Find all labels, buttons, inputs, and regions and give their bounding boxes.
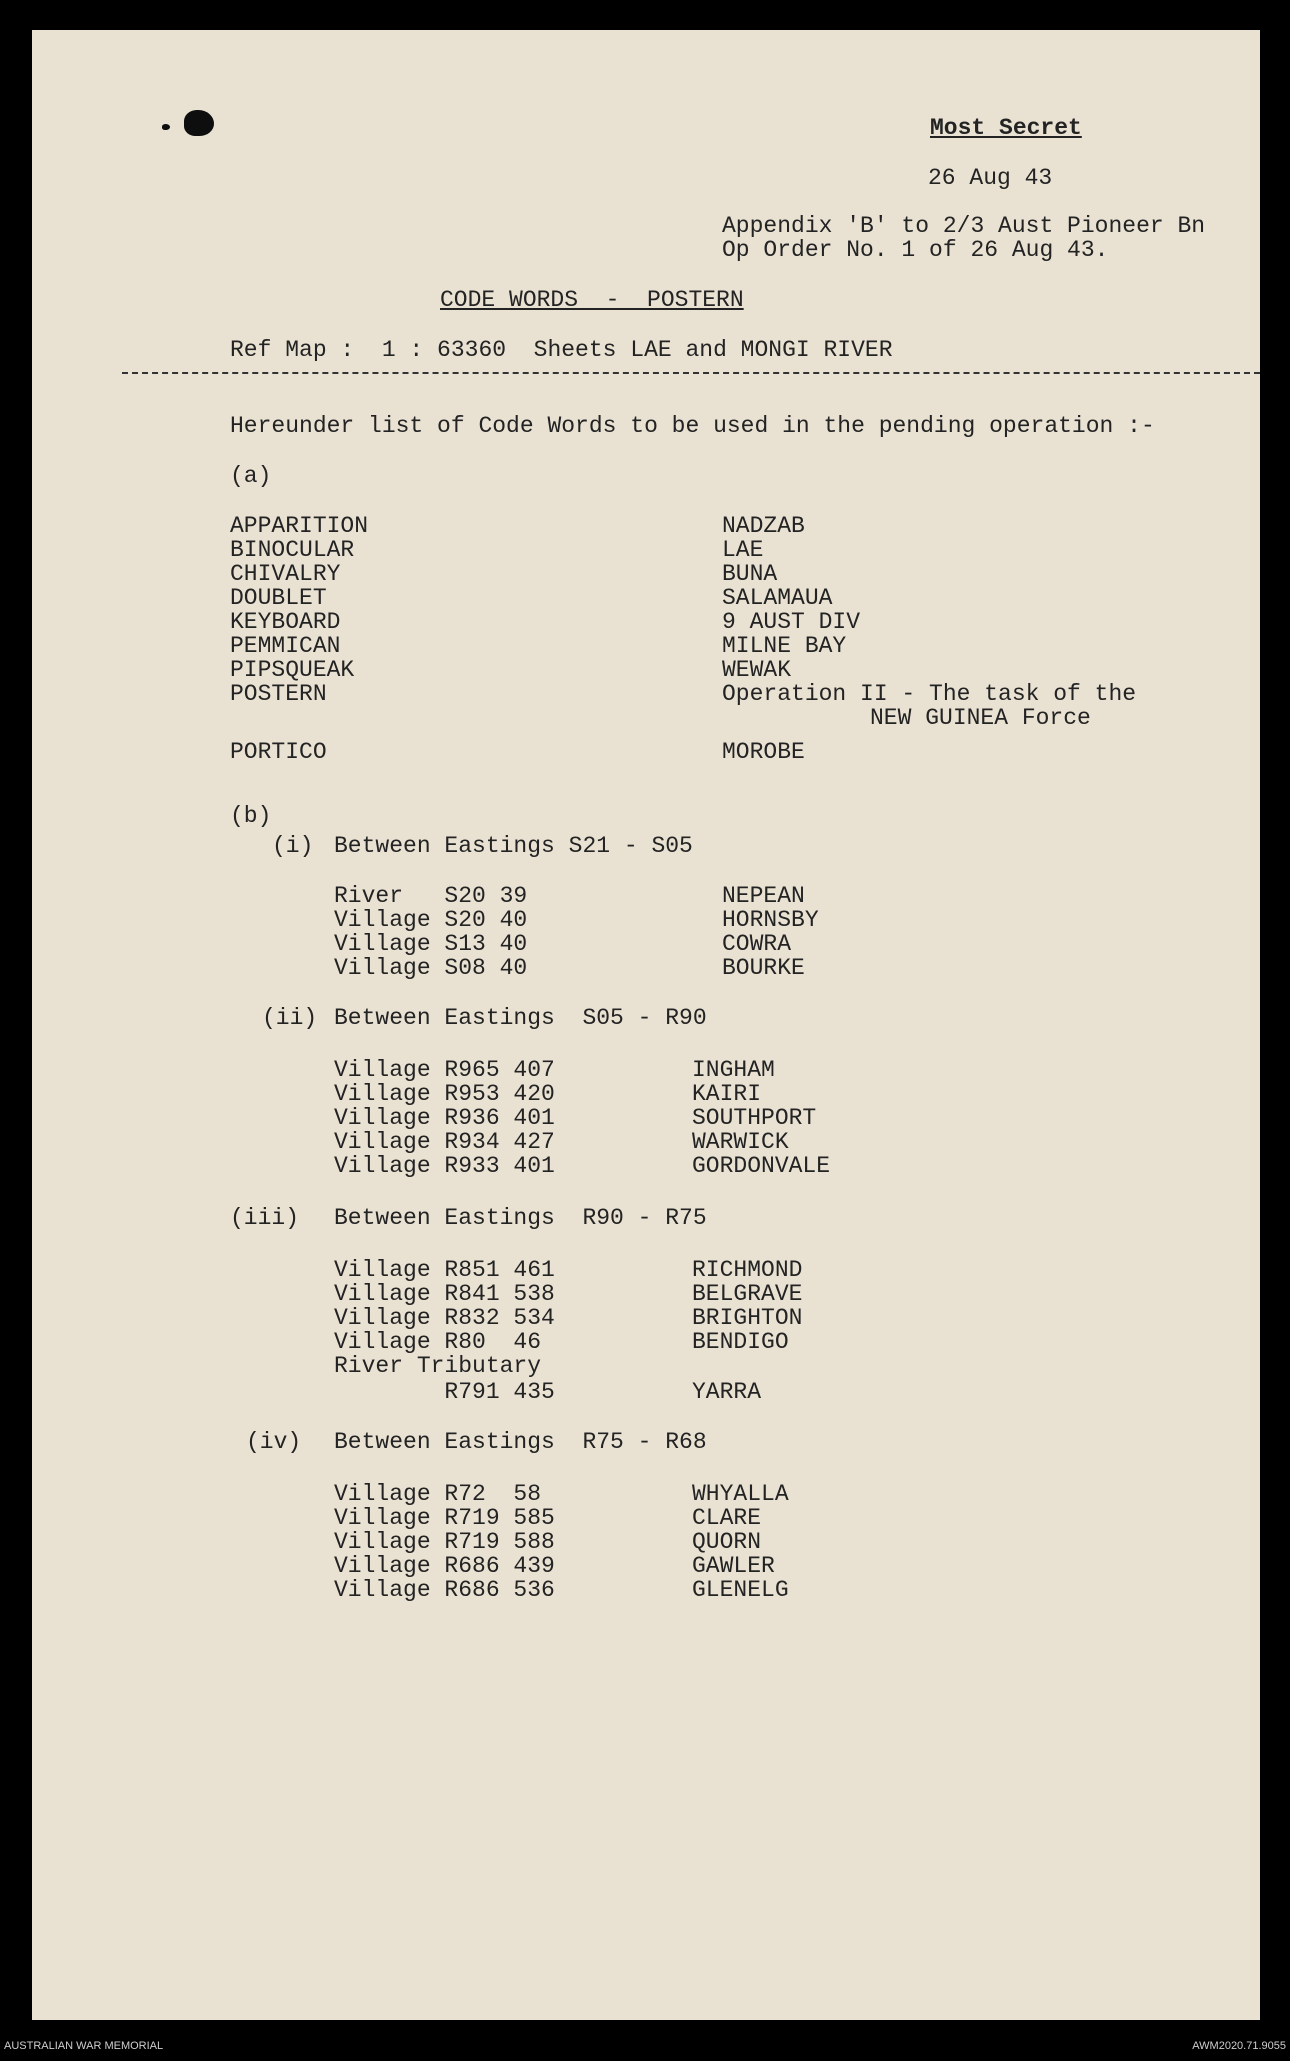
grid-location: Village R832 534 <box>334 1305 555 1331</box>
grid-location: Village R936 401 <box>334 1105 555 1131</box>
grid-location: River Tributary <box>334 1353 542 1379</box>
code-meaning: MOROBE <box>722 739 805 765</box>
grid-location: Village R719 588 <box>334 1529 555 1555</box>
document-date: 26 Aug 43 <box>928 165 1053 191</box>
grid-location: Village S20 40 <box>334 907 528 933</box>
appendix-line-1: Appendix 'B' to 2/3 Aust Pioneer Bn <box>722 213 1206 239</box>
group-heading: Between Eastings S05 - R90 <box>334 1005 707 1031</box>
grid-location: R791 435 <box>334 1379 555 1405</box>
location-code: GAWLER <box>692 1553 775 1579</box>
dashed-divider <box>122 372 1260 374</box>
location-code: BOURKE <box>722 955 805 981</box>
appendix-line-2: Op Order No. 1 of 26 Aug 43. <box>722 237 1109 263</box>
grid-location: Village R686 439 <box>334 1553 555 1579</box>
code-word: PEMMICAN <box>230 633 341 659</box>
grid-location: Village S08 40 <box>334 955 528 981</box>
code-meaning: Operation II - The task of the <box>722 681 1137 707</box>
grid-location: Village R80 46 <box>334 1329 542 1355</box>
section-a-label: (a) <box>230 463 272 489</box>
code-meaning: NADZAB <box>722 513 805 539</box>
group-heading: Between Eastings S21 - S05 <box>334 833 693 859</box>
group-label: (iii) <box>230 1205 300 1231</box>
code-meaning: BUNA <box>722 561 778 587</box>
grid-location: Village R933 401 <box>334 1153 555 1179</box>
grid-location: Village R934 427 <box>334 1129 555 1155</box>
location-code: GORDONVALE <box>692 1153 831 1179</box>
grid-location: Village S13 40 <box>334 931 528 957</box>
group-heading: Between Eastings R75 - R68 <box>334 1429 707 1455</box>
document-title: CODE WORDS - POSTERN <box>440 287 744 313</box>
punch-hole-mark <box>162 124 170 130</box>
code-word: BINOCULAR <box>230 537 355 563</box>
section-b-label: (b) <box>230 803 272 829</box>
location-code: YARRA <box>692 1379 762 1405</box>
location-code: QUORN <box>692 1529 762 1555</box>
location-code: BENDIGO <box>692 1329 789 1355</box>
location-code: RICHMOND <box>692 1257 803 1283</box>
code-meaning: LAE <box>722 537 764 563</box>
footer-accession-number: AWM2020.71.9055 <box>1192 2040 1286 2052</box>
grid-location: Village R851 461 <box>334 1257 555 1283</box>
location-code: GLENELG <box>692 1577 789 1603</box>
location-code: WHYALLA <box>692 1481 789 1507</box>
location-code: NEPEAN <box>722 883 805 909</box>
grid-location: Village R953 420 <box>334 1081 555 1107</box>
punch-hole-mark <box>184 110 214 136</box>
location-code: CLARE <box>692 1505 762 1531</box>
grid-location: Village R965 407 <box>334 1057 555 1083</box>
location-code: BELGRAVE <box>692 1281 803 1307</box>
reference-map: Ref Map : 1 : 63360 Sheets LAE and MONGI RIVER <box>230 337 893 363</box>
code-word: DOUBLET <box>230 585 327 611</box>
code-meaning-continued: NEW GUINEA Force <box>870 705 1091 731</box>
group-label: (iv) <box>246 1429 302 1455</box>
location-code: KAIRI <box>692 1081 762 1107</box>
grid-location: Village R686 536 <box>334 1577 555 1603</box>
group-label: (ii) <box>262 1005 318 1031</box>
code-word: PIPSQUEAK <box>230 657 355 683</box>
location-code: COWRA <box>722 931 792 957</box>
code-word: CHIVALRY <box>230 561 341 587</box>
code-meaning: MILNE BAY <box>722 633 847 659</box>
location-code: WARWICK <box>692 1129 789 1155</box>
footer-credit: AUSTRALIAN WAR MEMORIAL <box>4 2040 164 2052</box>
intro-text: Hereunder list of Code Words to be used in the pending operation :- <box>230 413 1155 439</box>
location-code: INGHAM <box>692 1057 775 1083</box>
code-meaning: 9 AUST DIV <box>722 609 861 635</box>
code-word: PORTICO <box>230 739 327 765</box>
grid-location: Village R72 58 <box>334 1481 542 1507</box>
grid-location: Village R719 585 <box>334 1505 555 1531</box>
grid-location: River S20 39 <box>334 883 528 909</box>
group-label: (i) <box>272 833 314 859</box>
location-code: BRIGHTON <box>692 1305 803 1331</box>
code-word: KEYBOARD <box>230 609 341 635</box>
document-page <box>32 30 1260 2020</box>
code-word: APPARITION <box>230 513 369 539</box>
code-meaning: SALAMAUA <box>722 585 833 611</box>
location-code: HORNSBY <box>722 907 819 933</box>
group-heading: Between Eastings R90 - R75 <box>334 1205 707 1231</box>
classification-label: Most Secret <box>930 115 1082 141</box>
grid-location: Village R841 538 <box>334 1281 555 1307</box>
location-code: SOUTHPORT <box>692 1105 817 1131</box>
code-meaning: WEWAK <box>722 657 792 683</box>
code-word: POSTERN <box>230 681 327 707</box>
